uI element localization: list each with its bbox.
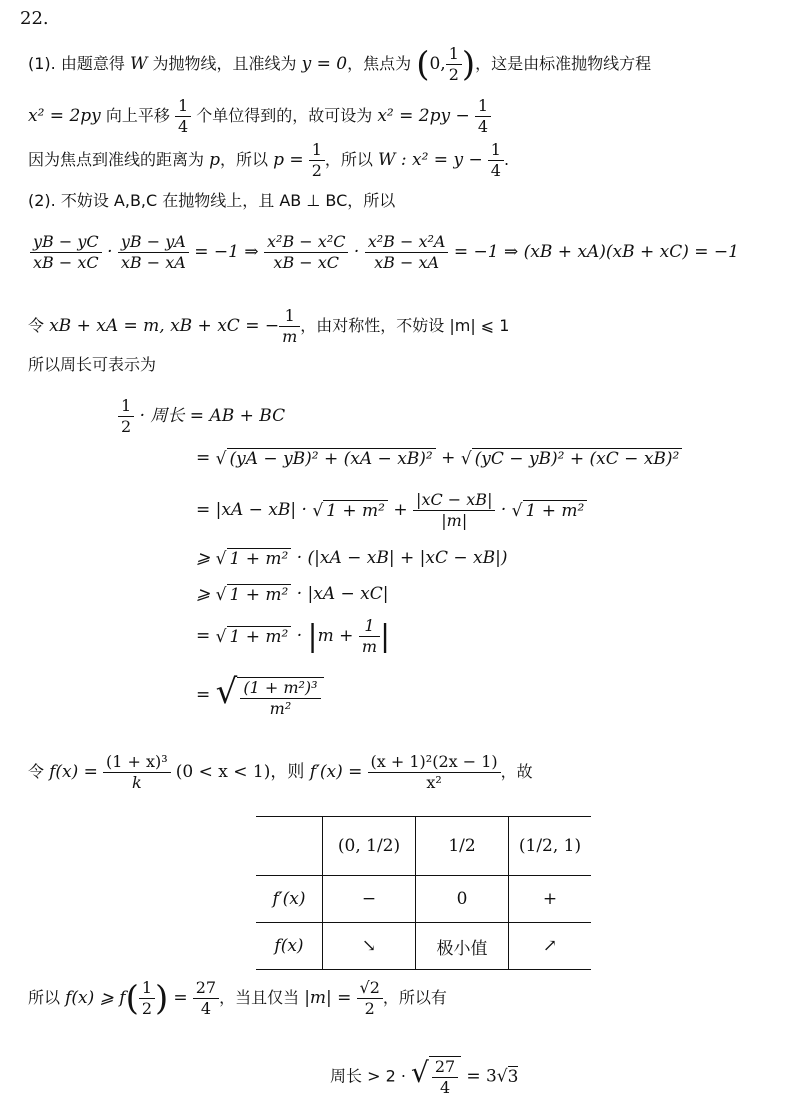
- table-cell: 极小值: [416, 923, 509, 970]
- derivation-step1: = √ (yA − yB)² + (xA − xB)² + √ (yC − yB)² + (xC − xB)²: [196, 448, 682, 469]
- table-cell: 0: [416, 876, 509, 923]
- table-cell: (0, 1/2): [323, 817, 416, 876]
- derivation-lhs: $\frac{1}{2}$ · 周长 = AB + BC: [118, 396, 285, 437]
- table-cell: 1/2: [416, 817, 509, 876]
- final-result: 周长 > 2 · √ $\frac{27}{4}$ = 3√3: [330, 1056, 519, 1097]
- problem-number: 22.: [20, 8, 49, 29]
- table-cell: f(x): [256, 923, 323, 970]
- derivation-step4: ⩾ √ 1 + m² · |xA − xC|: [196, 584, 389, 605]
- perimeter-intro: 所以周长可表示为: [28, 355, 157, 374]
- table-header-row: [256, 817, 591, 876]
- table-cell: f′(x): [256, 876, 323, 923]
- function-def: 令 f(x) = $\frac{\text{(1 + x)³}}{k}$ (0 < x < 1)，则 f′(x) = $\frac{\text{(x + 1)²(2x − 1)}}{\text{x²}}$ ，故: [28, 752, 533, 792]
- table-cell: +: [509, 876, 592, 923]
- part1-line2: x² = 2py 向上平移 $\frac{1}{4}$ 个单位得到的，故可设为 x² = 2py − $\frac{1}{4}$: [28, 96, 491, 137]
- table-cell: −: [323, 876, 416, 923]
- table-cell: ↗: [509, 923, 592, 970]
- sign-table: [256, 816, 591, 970]
- derivation-step2: = |xA − xB| · √ 1 + m² + $\frac{|xC - xB|}{|m|}$ · √ 1 + m²: [196, 490, 587, 531]
- derivation-step3: ⩾ √ 1 + m² · (|xA − xB| + |xC − xB|): [196, 548, 508, 569]
- table-cell: [256, 817, 323, 876]
- derivation-step5: = √ 1 + m² · |m + $\frac{1}{m}$ |: [196, 616, 391, 656]
- table-cell: ↘: [323, 923, 416, 970]
- table-cell: (1/2, 1): [509, 817, 592, 876]
- table-row: [256, 923, 591, 970]
- table-row: [256, 876, 591, 923]
- derivation-step6: = √ $\frac{\text{(1 + m²)³}}{\text{m²}}$: [196, 672, 324, 719]
- let-m-line: 令 xB + xA = m, xB + xC = − $\frac{1}{m}$ ，由对称性，不妨设 |m| ⩽ 1: [28, 306, 510, 346]
- part1-line3: 因为焦点到准线的距离为 p，所以 p = $\frac{1}{2}$ ，所以 W : x² = y − $\frac{1}{4}$ .: [28, 140, 510, 180]
- part2-line1: (2). 不妨设 A,B,C 在抛物线上，且 AB ⊥ BC，所以: [28, 191, 396, 210]
- conclusion-line: 所以 f(x) ⩾ f( $\frac{1}{2}$ ) = $\frac{27}{4}$ ，当且仅当 |m| = $\frac{√2}{2}$ ，所以有: [28, 978, 447, 1019]
- slope-equation: $\frac{yB - yC}{xB - xC}$ · $\frac{yB - yA}{xB - xA}$ = −1 ⇒ $\frac{\text{x²B − x²C}}{xB - xC}$ · $\frac{\text{x²B − x²A}}{xB - xA}$ = −1 ⇒ (xB + xA)(xB + xC) = −1: [30, 232, 739, 273]
- part1-line1: (1). 由题意得 W 为抛物线，且准线为 y = 0，焦点为 (0, $\frac{1}{2}$ )，这是由标准抛物线方程: [28, 44, 652, 85]
